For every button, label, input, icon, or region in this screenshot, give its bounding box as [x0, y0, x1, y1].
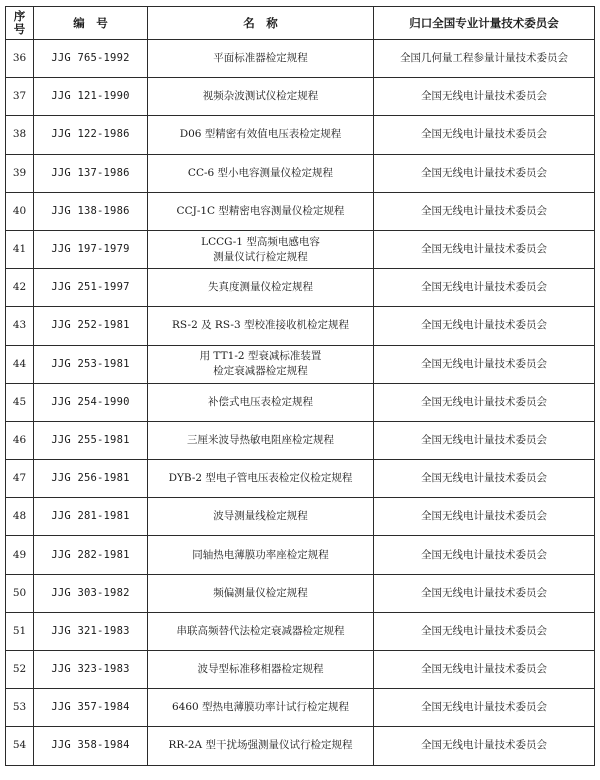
cell-code: JJG 197-1979: [34, 230, 148, 268]
header-code: 编 号: [34, 7, 148, 40]
cell-code: JJG 137-1986: [34, 154, 148, 192]
cell-seq: 38: [6, 116, 34, 154]
cell-committee: 全国无线电计量技术委员会: [374, 421, 595, 459]
cell-name: [148, 460, 374, 498]
cell-name: [148, 154, 374, 192]
cell-committee: 全国无线电计量技术委员会: [374, 230, 595, 268]
cell-name: [148, 40, 374, 78]
cell-seq: 41: [6, 230, 34, 268]
cell-code: JJG 253-1981: [34, 345, 148, 383]
cell-code: JJG 251-1997: [34, 269, 148, 307]
cell-seq: 47: [6, 460, 34, 498]
regulation-table: [5, 6, 595, 766]
cell-name-line: CCJ-1C 型精密电容测量仪检定规程: [176, 204, 345, 217]
table-row: [6, 40, 595, 78]
cell-committee: 全国无线电计量技术委员会: [374, 383, 595, 421]
table-row: [6, 192, 595, 230]
cell-code: JJG 255-1981: [34, 421, 148, 459]
cell-committee: 全国无线电计量技术委员会: [374, 269, 595, 307]
cell-name: [148, 612, 374, 650]
cell-name: [148, 536, 374, 574]
cell-name-line: 补偿式电压表检定规程: [208, 395, 313, 408]
cell-code: JJG 323-1983: [34, 651, 148, 689]
cell-committee: 全国无线电计量技术委员会: [374, 154, 595, 192]
table-row: [6, 689, 595, 727]
cell-code: JJG 282-1981: [34, 536, 148, 574]
cell-name-line: 平面标准器检定规程: [213, 52, 308, 65]
cell-name-line: 波导测量线检定规程: [213, 510, 308, 523]
table-row: [6, 498, 595, 536]
table-row: [6, 612, 595, 650]
cell-committee: 全国无线电计量技术委员会: [374, 574, 595, 612]
cell-name-line: D06 型精密有效值电压表检定规程: [179, 128, 342, 141]
cell-committee: 全国无线电计量技术委员会: [374, 345, 595, 383]
cell-name-line: 波导型标准移相器检定规程: [197, 663, 324, 676]
cell-name-line: 检定衰减器检定规程: [213, 365, 308, 378]
cell-committee: 全国无线电计量技术委员会: [374, 192, 595, 230]
header-seq-line-1: 序: [13, 9, 26, 23]
cell-seq: 45: [6, 383, 34, 421]
table-row: [6, 269, 595, 307]
table-row: [6, 536, 595, 574]
table-row: [6, 383, 595, 421]
cell-name-line: RS-2 及 RS-3 型校准接收机检定规程: [172, 319, 349, 332]
cell-seq: 52: [6, 651, 34, 689]
cell-committee: 全国无线电计量技术委员会: [374, 727, 595, 765]
table-row: [6, 230, 595, 268]
cell-seq: 51: [6, 612, 34, 650]
cell-name: [148, 727, 374, 765]
cell-name-line: DYB-2 型电子管电压表检定仪检定规程: [168, 472, 353, 485]
cell-name: [148, 383, 374, 421]
cell-seq: 48: [6, 498, 34, 536]
cell-seq: 37: [6, 78, 34, 116]
table-row: [6, 460, 595, 498]
cell-code: JJG 303-1982: [34, 574, 148, 612]
cell-seq: 53: [6, 689, 34, 727]
table-row: [6, 345, 595, 383]
cell-code: JJG 765-1992: [34, 40, 148, 78]
cell-seq: 43: [6, 307, 34, 345]
table-row: [6, 574, 595, 612]
cell-seq: 44: [6, 345, 34, 383]
table-row: [6, 421, 595, 459]
cell-code: JJG 254-1990: [34, 383, 148, 421]
cell-code: JJG 138-1986: [34, 192, 148, 230]
cell-seq: 39: [6, 154, 34, 192]
cell-name-line: 用 TT1-2 型衰减标准装置: [199, 350, 322, 363]
cell-committee: 全国无线电计量技术委员会: [374, 78, 595, 116]
cell-name-line: RR-2A 型干扰场强测量仪试行检定规程: [168, 739, 353, 752]
cell-name-line: 测量仪试行检定规程: [213, 250, 308, 263]
cell-name-line: 同轴热电薄膜功率座检定规程: [192, 548, 329, 561]
cell-code: JJG 256-1981: [34, 460, 148, 498]
table-header-row: [6, 7, 595, 40]
header-committee: 归口全国专业计量技术委员会: [374, 7, 595, 40]
cell-name: [148, 116, 374, 154]
cell-code: JJG 357-1984: [34, 689, 148, 727]
cell-seq: 42: [6, 269, 34, 307]
cell-code: JJG 252-1981: [34, 307, 148, 345]
cell-name: [148, 574, 374, 612]
cell-committee: 全国无线电计量技术委员会: [374, 460, 595, 498]
cell-name: [148, 307, 374, 345]
cell-committee: 全国几何量工程参量计量技术委员会: [374, 40, 595, 78]
cell-seq: 46: [6, 421, 34, 459]
cell-name: [148, 269, 374, 307]
cell-code: JJG 358-1984: [34, 727, 148, 765]
cell-committee: 全国无线电计量技术委员会: [374, 536, 595, 574]
table-row: [6, 651, 595, 689]
cell-name: [148, 421, 374, 459]
cell-seq: 40: [6, 192, 34, 230]
header-seq-line-2: 号: [13, 22, 26, 36]
cell-seq: 50: [6, 574, 34, 612]
cell-name-line: 三厘米波导热敏电阻座检定规程: [187, 433, 334, 446]
table-row: [6, 307, 595, 345]
cell-seq: 36: [6, 40, 34, 78]
cell-name-line: CC-6 型小电容测量仪检定规程: [187, 166, 334, 179]
cell-name-line: 失真度测量仪检定规程: [208, 281, 313, 294]
cell-committee: 全国无线电计量技术委员会: [374, 689, 595, 727]
cell-committee: 全国无线电计量技术委员会: [374, 498, 595, 536]
table-row: [6, 727, 595, 765]
cell-name: [148, 345, 374, 383]
cell-name-line: 6460 型热电薄膜功率计试行检定规程: [171, 701, 350, 714]
header-name: 名 称: [148, 7, 374, 40]
cell-name: [148, 651, 374, 689]
cell-seq: 49: [6, 536, 34, 574]
cell-name: [148, 192, 374, 230]
cell-name: [148, 78, 374, 116]
cell-name-line: 频偏测量仪检定规程: [213, 586, 308, 599]
header-seq: [6, 7, 34, 40]
cell-committee: 全国无线电计量技术委员会: [374, 116, 595, 154]
cell-committee: 全国无线电计量技术委员会: [374, 307, 595, 345]
cell-seq: 54: [6, 727, 34, 765]
table-row: [6, 116, 595, 154]
cell-name-line: LCCG-1 型高频电感电容: [201, 235, 320, 248]
table-body: [6, 40, 595, 766]
table-row: [6, 154, 595, 192]
cell-name: [148, 689, 374, 727]
cell-name: [148, 230, 374, 268]
table-row: [6, 78, 595, 116]
cell-committee: 全国无线电计量技术委员会: [374, 651, 595, 689]
cell-name-line: 视频杂波测试仪检定规程: [202, 90, 319, 103]
cell-code: JJG 281-1981: [34, 498, 148, 536]
cell-committee: 全国无线电计量技术委员会: [374, 612, 595, 650]
cell-code: JJG 121-1990: [34, 78, 148, 116]
cell-name: [148, 498, 374, 536]
cell-code: JJG 122-1986: [34, 116, 148, 154]
cell-code: JJG 321-1983: [34, 612, 148, 650]
cell-name-line: 串联高频替代法检定衰减器检定规程: [176, 624, 345, 637]
